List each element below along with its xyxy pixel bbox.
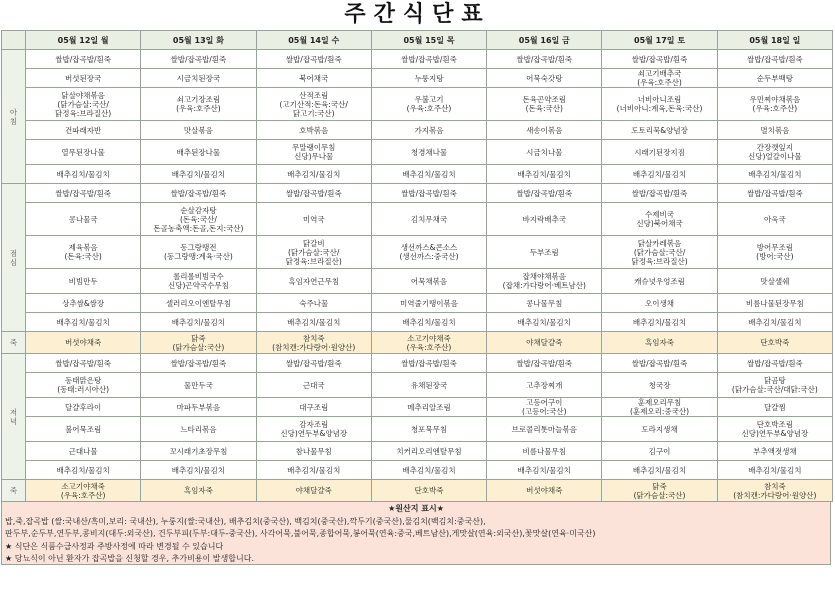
menu-cell: 물만두국 <box>141 373 256 398</box>
day-header: 05월 12일 월 <box>26 31 141 50</box>
day-header-row <box>2 31 833 50</box>
menu-cell: 시금치나물 <box>487 140 602 165</box>
notes-line: 밥,죽,잡곡밥 (쌀:국내산/흑미,보리: 국내산), 누룽지(쌀:국내산), 배추김치(중국산), 백김치(중국산),깍두기(중국산),물김치(백김치:중국산), <box>5 516 486 526</box>
menu-cell: 제육볶음 (돈육:국산) <box>26 236 141 269</box>
menu-cell: 두부조림 <box>487 236 602 269</box>
menu-cell: 북어채국 <box>256 69 371 88</box>
menu-cell: 쌀밥/잡곡밥/흰죽 <box>256 50 371 69</box>
menu-cell: 쇠고기배추국 (우육:호주산) <box>602 69 717 88</box>
menu-cell: 닭죽 (닭가슴살:국산) <box>141 332 256 354</box>
menu-row <box>2 373 833 398</box>
menu-row <box>2 140 833 165</box>
menu-cell: 쌀밥/잡곡밥/흰죽 <box>717 354 832 373</box>
menu-cell: 고추장찌개 <box>487 373 602 398</box>
menu-cell: 배추김치/물김치 <box>717 313 832 332</box>
menu-row <box>2 294 833 313</box>
menu-row <box>2 184 833 203</box>
notes-line: 판두부,순두부,연두부,콩비지(대두:외국산), 건두부피(두부:대두-중국산), 사각어묵,불어묵,종합어묵,봉어묵(연육:중국,베트남산),게맛살(연육:외국산),꽃맛살(연육·미국산) <box>5 529 596 538</box>
menu-cell: 단호박죽 <box>371 480 486 502</box>
menu-cell: 흑임자죽 <box>602 332 717 354</box>
menu-cell: 닭살카레볶음 (닭가슴살:국산/ 닭정육:브라질산) <box>602 236 717 269</box>
menu-cell: 숙주나물 <box>256 294 371 313</box>
menu-cell: 간장깻잎지 신당)얼갈이나물 <box>717 140 832 165</box>
menu-cell: 근대나물 <box>26 442 141 461</box>
menu-cell: 배추김치/물김치 <box>26 313 141 332</box>
menu-cell: 배추김치/물김치 <box>256 313 371 332</box>
menu-cell: 콩나물무침 <box>487 294 602 313</box>
menu-row <box>2 69 833 88</box>
menu-cell: 야채달걀죽 <box>256 480 371 502</box>
menu-cell: 새송이볶음 <box>487 121 602 140</box>
menu-cell: 맛살볶음 <box>141 121 256 140</box>
menu-cell: 불어묵조림 <box>26 417 141 442</box>
menu-cell: 단호박조림 신당)연두부&양념장 <box>717 417 832 442</box>
menu-cell: 배추김치/물김치 <box>371 461 486 480</box>
menu-cell: 동그랑땡전 (동그랑땡:계육·국산) <box>141 236 256 269</box>
menu-cell: 감자조림 신당)연두부&양념장 <box>256 417 371 442</box>
porridge-row <box>2 480 833 502</box>
menu-cell: 맛살샐쉐 <box>717 269 832 294</box>
menu-row <box>2 88 833 121</box>
menu-cell: 꼬시래기초장무침 <box>141 442 256 461</box>
notes-title: ★원산지 표시★ <box>388 504 444 513</box>
menu-cell: 호박볶음 <box>256 121 371 140</box>
menu-cell: 훈제오리무침 (훈제오리:중국산) <box>602 398 717 417</box>
day-header: 05월 13일 화 <box>141 31 256 50</box>
menu-cell: 부추액젓생채 <box>717 442 832 461</box>
menu-cell: 메추리알조림 <box>371 398 486 417</box>
menu-cell: 버섯야채죽 <box>487 480 602 502</box>
menu-cell: 흑임자죽 <box>141 480 256 502</box>
meal-label: 저 녁 <box>2 354 26 480</box>
day-header: 05월 17일 토 <box>602 31 717 50</box>
menu-cell: 배추김치/물김치 <box>141 461 256 480</box>
menu-cell: 콩나물국 <box>26 203 141 236</box>
menu-cell: 쌀밥/잡곡밥/흰죽 <box>717 184 832 203</box>
menu-cell: 누룽지탕 <box>371 69 486 88</box>
menu-cell: 상추쌈&쌈장 <box>26 294 141 313</box>
menu-cell: 배추김치/물김치 <box>487 461 602 480</box>
menu-row <box>2 50 833 69</box>
menu-cell: 고등어구이 (고등어:국산) <box>487 398 602 417</box>
menu-cell: 마파두부볶음 <box>141 398 256 417</box>
menu-cell: 닭죽 (닭가슴살:국산) <box>602 480 717 502</box>
menu-row <box>2 165 833 184</box>
menu-cell: 잡채야채볶음 (잡채:가다랑어·베트남산) <box>487 269 602 294</box>
menu-cell: 우민찌야채볶음 (우육:호주산) <box>717 88 832 121</box>
menu-row <box>2 236 833 269</box>
menu-cell: 비름나물무침 <box>487 442 602 461</box>
menu-cell: 대구조림 <box>256 398 371 417</box>
menu-cell: 치커리오리엔탈무침 <box>371 442 486 461</box>
menu-title: 주간식단표 <box>344 2 491 27</box>
menu-cell: 배추김치/물김치 <box>487 313 602 332</box>
menu-row <box>2 398 833 417</box>
menu-cell: 배추김치/물김치 <box>371 165 486 184</box>
menu-cell: 어묵채볶음 <box>371 269 486 294</box>
menu-row <box>2 121 833 140</box>
menu-cell: 쌀밥/잡곡밥/흰죽 <box>141 354 256 373</box>
menu-cell: 쌀밥/잡곡밥/흰죽 <box>602 50 717 69</box>
menu-cell: 참치죽 (참치캔:가다랑어·원양산) <box>717 480 832 502</box>
menu-cell: 배추김치/물김치 <box>717 461 832 480</box>
menu-cell: 쌀밥/잡곡밥/흰죽 <box>487 184 602 203</box>
menu-cell: 쌀밥/잡곡밥/흰죽 <box>141 184 256 203</box>
menu-cell: 쌀밥/잡곡밥/흰죽 <box>141 50 256 69</box>
menu-cell: 캐슈넛우엉조림 <box>602 269 717 294</box>
menu-cell: 쌀밥/잡곡밥/흰죽 <box>487 354 602 373</box>
menu-row <box>2 203 833 236</box>
menu-cell: 쌀밥/잡곡밥/흰죽 <box>256 354 371 373</box>
menu-cell: 달걀후라이 <box>26 398 141 417</box>
menu-cell: 도라지생채 <box>602 417 717 442</box>
menu-cell: 배추김치/물김치 <box>487 165 602 184</box>
menu-cell: 롤리롤비빔국수 신당)곤약국수무침 <box>141 269 256 294</box>
origin-notes <box>1 502 831 565</box>
menu-cell: 우불고기 (우육:호주산) <box>371 88 486 121</box>
weekly-menu-table <box>1 30 833 502</box>
menu-cell: 청포묵무침 <box>371 417 486 442</box>
menu-cell: 배추된장나물 <box>141 140 256 165</box>
menu-cell: 쌀밥/잡곡밥/흰죽 <box>487 50 602 69</box>
menu-cell: 김구이 <box>602 442 717 461</box>
menu-cell: 방어무조림 (방어:국산) <box>717 236 832 269</box>
notes-line: ★ 당뇨식이 아닌 환자가 잡곡밥을 신청할 경우, 추가비용이 발생합니다. <box>5 554 254 563</box>
menu-cell: 닭갈비 (닭가슴살:국산/ 닭정육:브라질산) <box>256 236 371 269</box>
menu-cell: 쌀밥/잡곡밥/흰죽 <box>717 50 832 69</box>
menu-row <box>2 269 833 294</box>
menu-cell: 참치죽 (참치캔:가다랑어·원양산) <box>256 332 371 354</box>
menu-cell: 유채된장국 <box>371 373 486 398</box>
menu-cell: 시래기된장지짐 <box>602 140 717 165</box>
menu-cell: 김치무채국 <box>371 203 486 236</box>
menu-cell: 배추김치/물김치 <box>717 165 832 184</box>
menu-row <box>2 417 833 442</box>
menu-cell: 동태맑은탕 (동태:러시아산) <box>26 373 141 398</box>
menu-cell: 비름나물된장무침 <box>717 294 832 313</box>
menu-cell: 쌀밥/잡곡밥/흰죽 <box>602 354 717 373</box>
menu-cell: 생선까스&콘소스 (생선까스:중국산) <box>371 236 486 269</box>
meal-label: 죽 <box>2 332 26 354</box>
menu-cell: 가지볶음 <box>371 121 486 140</box>
menu-cell: 단호박죽 <box>717 332 832 354</box>
menu-cell: 시금치된장국 <box>141 69 256 88</box>
menu-cell: 쇠고기장조림 (우육:호주산) <box>141 88 256 121</box>
menu-cell: 산적조림 (고기산적:돈육:국산/ 닭고기:국산) <box>256 88 371 121</box>
menu-cell: 배추김치/물김치 <box>602 165 717 184</box>
menu-cell: 어묵숙갓탕 <box>487 69 602 88</box>
menu-cell: 닭살야채볶음 (닭가슴살:국산/ 닭정육:브라질산) <box>26 88 141 121</box>
menu-cell: 아욱국 <box>717 203 832 236</box>
menu-cell: 순살감자탕 (돈육:국산/ 돈골농축액:돈골,돈지:국산) <box>141 203 256 236</box>
menu-cell: 배추김치/물김치 <box>26 165 141 184</box>
menu-cell: 배추김치/물김치 <box>602 313 717 332</box>
menu-cell: 청국장 <box>602 373 717 398</box>
menu-cell: 바지락배추국 <box>487 203 602 236</box>
menu-cell: 배추김치/물김치 <box>141 165 256 184</box>
meal-label: 아 침 <box>2 50 26 184</box>
menu-cell: 배추김치/물김치 <box>26 461 141 480</box>
menu-cell: 흑임자연근무침 <box>256 269 371 294</box>
menu-cell: 배추김치/물김치 <box>256 461 371 480</box>
menu-cell: 쌀밥/잡곡밥/흰죽 <box>602 184 717 203</box>
menu-row <box>2 442 833 461</box>
menu-cell: 미역줄기땡이볶음 <box>371 294 486 313</box>
menu-cell: 미역국 <box>256 203 371 236</box>
menu-cell: 청경채나물 <box>371 140 486 165</box>
meal-label: 점 심 <box>2 184 26 332</box>
menu-cell: 배추김치/물김치 <box>256 165 371 184</box>
corner-cell <box>2 31 26 50</box>
menu-row <box>2 461 833 480</box>
menu-cell: 소고기야채죽 (우육:호주산) <box>26 480 141 502</box>
menu-cell: 배추김치/물김치 <box>141 313 256 332</box>
menu-cell: 소고기야채죽 (우육:호주산) <box>371 332 486 354</box>
menu-cell: 쌀밥/잡곡밥/흰죽 <box>26 184 141 203</box>
menu-cell: 배추김치/물김치 <box>371 313 486 332</box>
menu-cell: 쌀밥/잡곡밥/흰죽 <box>256 184 371 203</box>
menu-cell: 쌀밥/잡곡밥/흰죽 <box>371 184 486 203</box>
menu-cell: 도토리묵&양념장 <box>602 121 717 140</box>
menu-cell: 브로콜리톳마늘볶음 <box>487 417 602 442</box>
menu-cell: 수제비국 신당)북어채국 <box>602 203 717 236</box>
day-header: 05월 14일 수 <box>256 31 371 50</box>
menu-cell: 건파래자반 <box>26 121 141 140</box>
menu-cell: 너비아니조림 (너비아니:계육,돈육:국산) <box>602 88 717 121</box>
menu-cell: 쌀밥/잡곡밥/흰죽 <box>26 50 141 69</box>
notes-line: ★ 식단은 식품수급사정과 주방사정에 따라 변경될 수 있습니다 <box>5 541 224 551</box>
porridge-row <box>2 332 833 354</box>
meal-label: 죽 <box>2 480 26 502</box>
day-header: 05월 15일 목 <box>371 31 486 50</box>
menu-cell: 비빔만두 <box>26 269 141 294</box>
menu-cell: 셀러리오이엔탈무침 <box>141 294 256 313</box>
menu-cell: 쌀밥/잡곡밥/흰죽 <box>26 354 141 373</box>
day-header: 05월 16일 금 <box>487 31 602 50</box>
menu-cell: 버섯된장국 <box>26 69 141 88</box>
menu-cell: 배추김치/물김치 <box>602 461 717 480</box>
menu-cell: 야채달걀죽 <box>487 332 602 354</box>
menu-cell: 돈육곤약조림 (돈육:국산) <box>487 88 602 121</box>
menu-cell: 순두부백탕 <box>717 69 832 88</box>
menu-row <box>2 313 833 332</box>
menu-cell: 오이생채 <box>602 294 717 313</box>
menu-cell: 버섯야채죽 <box>26 332 141 354</box>
menu-cell: 멸치볶음 <box>717 121 832 140</box>
menu-cell: 느타리볶음 <box>141 417 256 442</box>
menu-row <box>2 354 833 373</box>
menu-cell: 달걀찜 <box>717 398 832 417</box>
menu-cell: 열무된장나물 <box>26 140 141 165</box>
menu-cell: 근대국 <box>256 373 371 398</box>
menu-cell: 쌀밥/잡곡밥/흰죽 <box>371 354 486 373</box>
menu-cell: 무말랭이무침 신당)무나물 <box>256 140 371 165</box>
day-header: 05월 18일 일 <box>717 31 832 50</box>
menu-cell: 참나물무침 <box>256 442 371 461</box>
menu-cell: 쌀밥/잡곡밥/흰죽 <box>371 50 486 69</box>
menu-cell: 닭곰탕 (닭가슴살:국산/대닭:국산) <box>717 373 832 398</box>
